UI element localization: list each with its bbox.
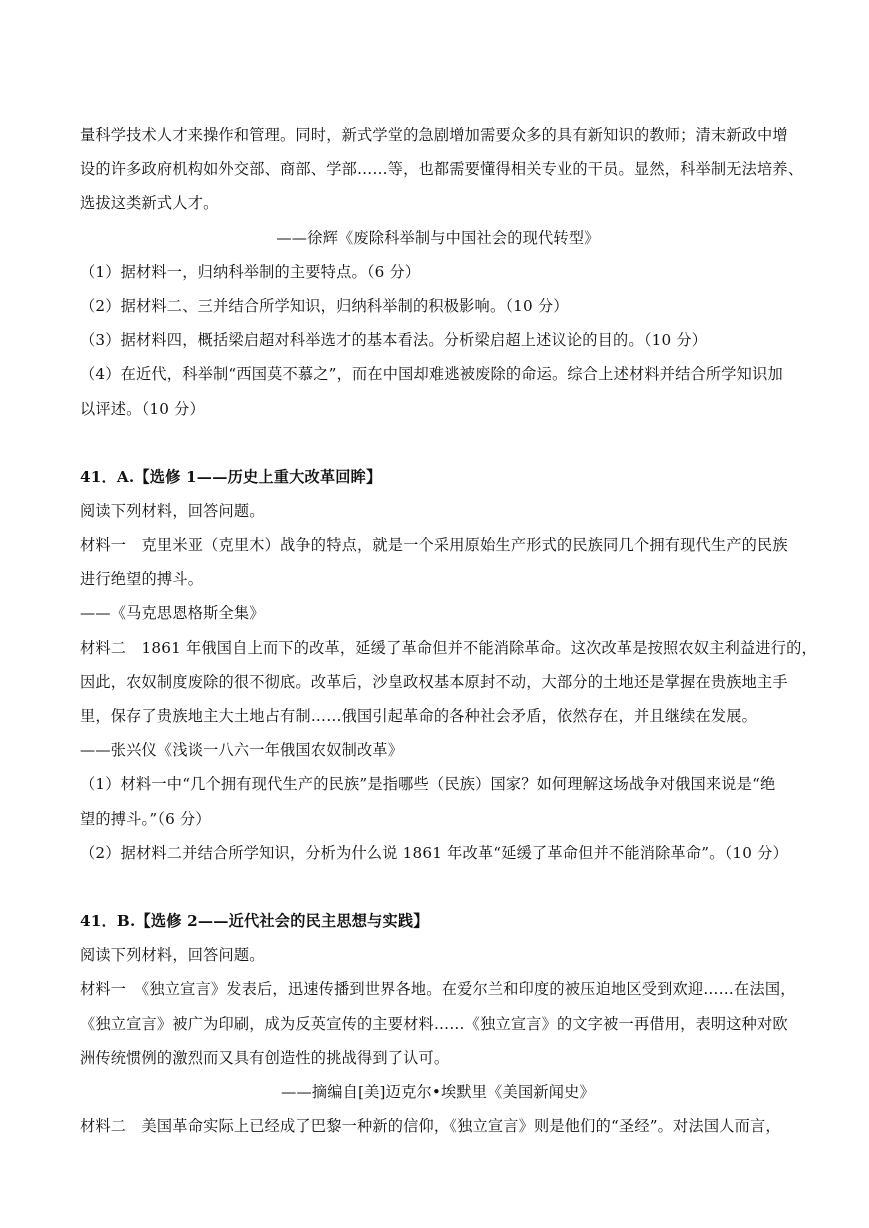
question-line: （1）据材料一，归纳科举制的主要特点。（6 分） xyxy=(80,262,421,281)
material-text-line: 材料二 1861 年俄国自上而下的改革，延缓了革命但并不能消除革命。这次改革是按照农奴主利益进行的， xyxy=(80,638,817,657)
material-citation: ——张兴仪《浅谈一八六一年俄国农奴制改革》 xyxy=(80,741,404,760)
material-text-line: 进行绝望的搏斗。 xyxy=(80,570,204,589)
section-41b xyxy=(80,904,796,1143)
instruction-text: 阅读下列材料，回答问题。 xyxy=(80,946,265,965)
question-line: 以评述。（10 分） xyxy=(80,399,205,418)
material-text-line: 里，保存了贵族地主大土地占有制……俄国引起革命的各种社会矛盾，依然存在，并且继续在发展。 xyxy=(80,707,758,725)
material-text-line: 材料一 《独立宣言》发表后，迅速传播到世界各地。在爱尔兰和印度的被压迫地区受到欢迎……在法国， xyxy=(80,980,796,999)
material-citation: ——《马克思恩格斯全集》 xyxy=(80,604,265,623)
document-page xyxy=(80,118,817,1143)
material-text-line: 材料一 克里米亚（克里木）战争的特点，就是一个采用原始生产形式的民族同几个拥有现代生产的民族 xyxy=(80,536,788,555)
question-line: （1）材料一中“几个拥有现代生产的民族”是指哪些（民族）国家？如何理解这场战争对俄国来说是“绝 xyxy=(80,775,776,794)
material-citation: ——摘编自[美]迈克尔•埃默里《美国新闻史》 xyxy=(281,1082,595,1101)
material-text-line: 《独立宣言》被广为印刷，成为反英宣传的主要材料……《独立宣言》的文字被一再借用，表明这种对欧 xyxy=(80,1014,788,1033)
material-text-line: 量科学技术人才来操作和管理。同时，新式学堂的急剧增加需要众多的具有新知识的教师；清末新政中增 xyxy=(80,126,788,144)
question-line: （4）在近代，科举制“西国莫不慕之”，而在中国却难逃被废除的命运。综合上述材料并结合所学知识加 xyxy=(80,365,783,384)
material-text-line: 洲传统惯例的激烈而又具有创造性的挑战得到了认可。 xyxy=(80,1048,450,1067)
question-line: （2）据材料二并结合所学知识，分析为什么说 1861 年改革“延缓了革命但并不能消除革命”。（10 分） xyxy=(80,843,788,862)
material-text-line: 因此，农奴制度废除的很不彻底。改革后，沙皇政权基本原封不动，大部分的土地还是掌握在贵族地主手 xyxy=(80,672,788,691)
material-text-line: 设的许多政府机构如外交部、商部、学部……等，也都需要懂得相关专业的干员。显然，科举制无法培养、 xyxy=(80,160,804,179)
section-heading: 41．A.【选修 1——历史上重大改革回眸】 xyxy=(80,467,382,486)
section-40-tail xyxy=(80,118,804,426)
question-line: （3）据材料四，概括梁启超对科举选才的基本看法。分析梁启超上述议论的目的。（10 分） xyxy=(80,331,708,350)
instruction-text: 阅读下列材料，回答问题。 xyxy=(80,501,265,520)
material-citation: ——徐辉《废除科举制与中国社会的现代转型》 xyxy=(276,228,600,247)
material-text-line: 材料二 美国革命实际上已经成了巴黎一种新的信仰，《独立宣言》则是他们的“圣经”。对法国人而言， xyxy=(80,1117,781,1136)
section-41a xyxy=(80,460,817,870)
question-line: （2）据材料二、三并结合所学知识，归纳科举制的积极影响。（10 分） xyxy=(80,296,569,315)
section-heading: 41．B.【选修 2——近代社会的民主思想与实践】 xyxy=(80,911,429,930)
material-text-line: 选拔这类新式人才。 xyxy=(80,194,219,213)
question-line: 望的搏斗。”（6 分） xyxy=(80,809,211,828)
